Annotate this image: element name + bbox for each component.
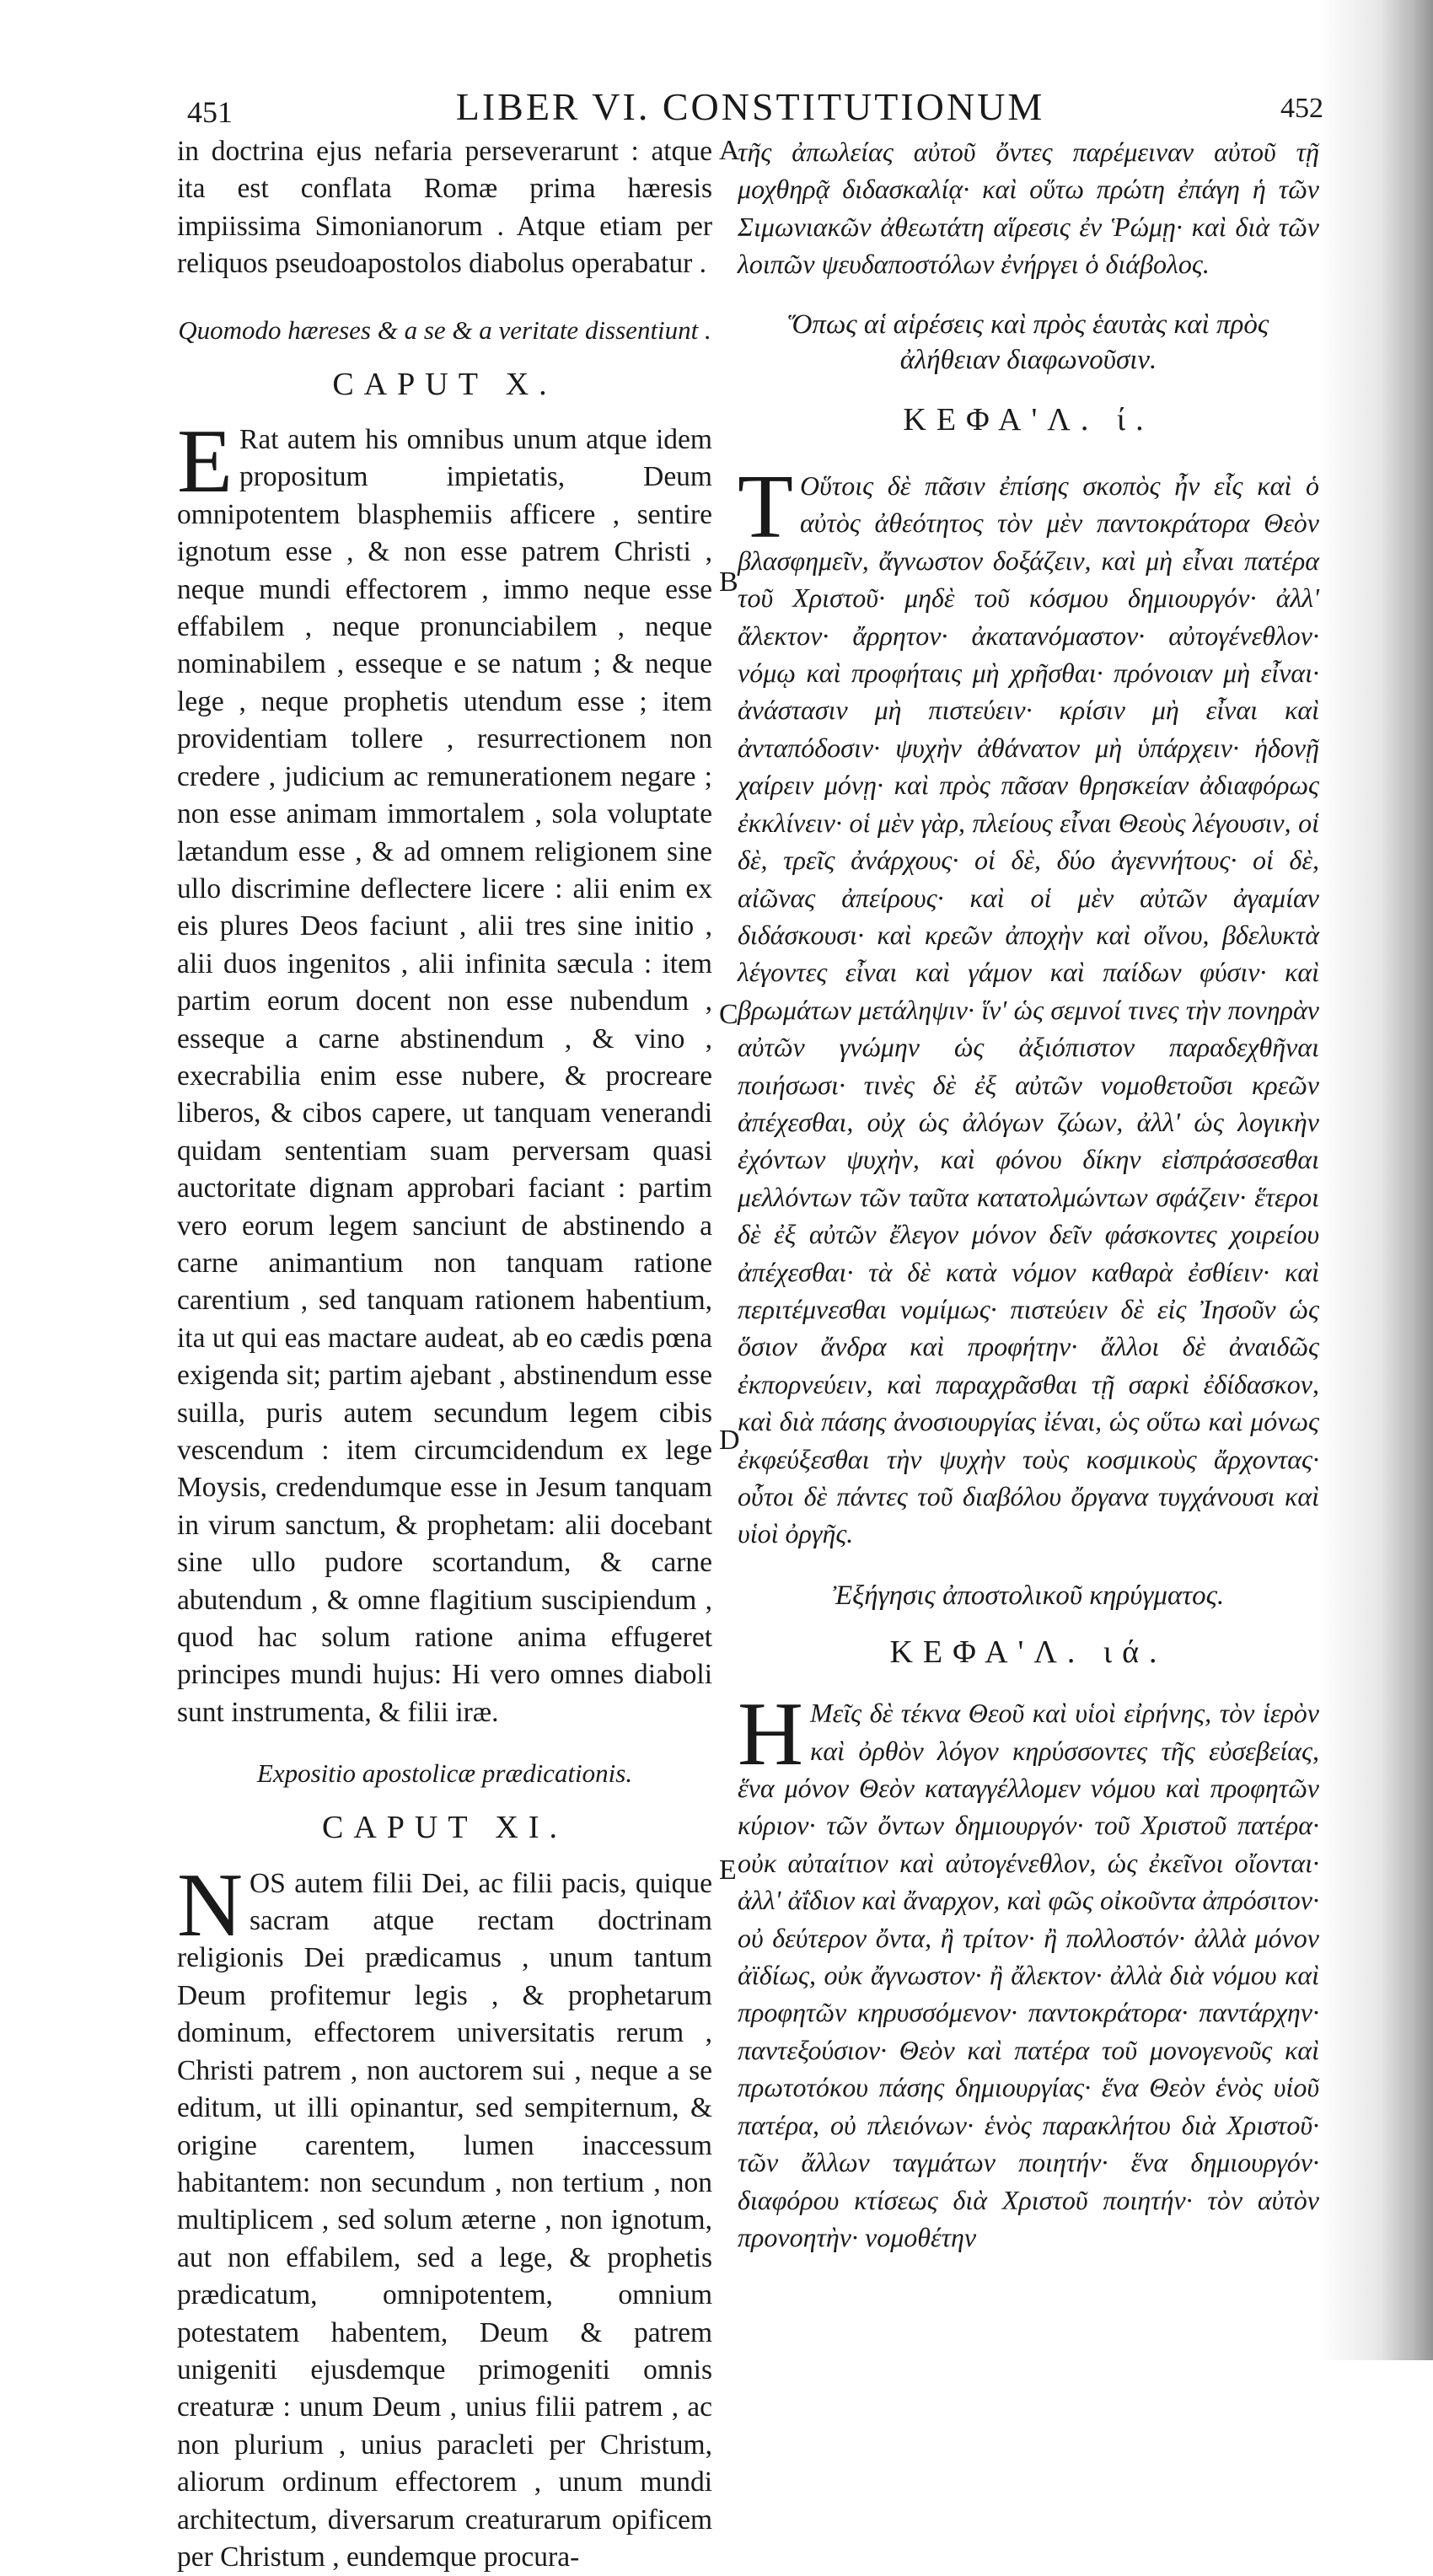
greek-chapter-x: ΚΕΦΑ'Λ. ί. (903, 401, 1154, 437)
greek-column (738, 133, 1319, 2256)
greek-intro: τῆς ἀπωλείας αὐτοῦ ὄντες παρέμειναν αὐτοῦ τῇ μοχθηρᾷ διδασκαλίᾳ· καὶ οὕτω πρώτη ἐπάγη ἡ τῶν Σιμωνιακῶν ἀθεωτάτη αἵρεσις ἐν Ῥώμῃ· καὶ διὰ τῶν λοιπῶν ψευδαποστόλων ἐνήργει ὁ διάβολος. (738, 137, 1319, 280)
latin-paragraph-xi-text: OS autem filii Dei, ac filii pacis, quique sacram atque rectam doctrinam religionis Dei prædicamus , unum tantum Deum profitemur legis , & prophetarum dominum, effectorem universitatis rerum , Christi patrem , non auctorem sui , neque a se editum, ut illi opinantur, sed sempiternum, & origine carentem, lumen inaccessum habitantem: non secundum , non tertium , non multiplicem , sed solum æterne , non ignotum, aut non effabilem, sed a lege, & prophetis prædicatum, omnipotentem, omnium potestatem habentem, Deum & patrem unigeniti ejusdemque primogeniti omnis creaturæ : unum Deum , unius filii patrem , ac non plurium , unius paracleti per Christum, aliorum ordinum effectorem , unum mundi architectum, diversarum creaturarum opificem per Christum , eundemque procura- (177, 1867, 712, 2573)
latin-drop-cap-xi: N (177, 1854, 243, 1956)
latin-paragraph-xi (177, 1854, 712, 2576)
margin-letter-e: E (719, 1854, 737, 1886)
greek-drop-cap-xi: Η (738, 1684, 803, 1785)
book-title: LIBER VI. CONSTITUTIONUM (455, 85, 1045, 128)
running-head (177, 84, 1323, 135)
greek-chapter-xi: ΚΕΦΑ'Λ. ιά. (889, 1634, 1167, 1670)
latin-heading-xi: Expositio apostolicæ prædicationis. (256, 1758, 633, 1789)
greek-heading-x: Ὅπως αἱ αἱρέσεις καὶ πρὸς ἑαυτὰς καὶ πρὸς ἀλήθειαν διαφωνοῦσιν. (787, 309, 1269, 375)
greek-drop-cap-x: Τ (738, 457, 793, 558)
page-binding-shadow (1382, 0, 1433, 2360)
page-number-left: 451 (187, 95, 233, 129)
page-number-right: 452 (1280, 93, 1323, 124)
greek-paragraph-xi-text: Μεῖς δὲ τέκνα Θεοῦ καὶ υἱοὶ εἰρήνης, τὸν ἱερὸν καὶ ὀρθὸν λόγον κηρύσσοντες τῆς εὐσεβείας, ἕνα μόνον Θεὸν καταγγέλλομεν νόμου καὶ προφητῶν κύριον· τῶν ὄντων δημιουργόν· τοῦ Χριστοῦ πατέρα· οὐκ αὐταίτιον καὶ αὐτογένεθλον, ὡς ἐκεῖνοι οἴονται· ἀλλ' ἀΐδιον καὶ ἄναρχον, καὶ φῶς οἰκοῦντα ἀπρόσιτον· οὐ δεύτερον ὄντα, ἢ τρίτον· ἢ πολλοστόν· ἀλλὰ μόνον ἀϊδίως, οὐκ ἄγνωστον· ἢ ἄλεκτον· ἀλλὰ διὰ νόμου καὶ προφητῶν κηρυσσόμενον· παντοκράτορα· παντάρχην· παντεξούσιον· Θεὸν καὶ πατέρα τοῦ μονογενοῦς καὶ πρωτοτόκου πάσης δημιουργίας· ἕνα Θεὸν ἑνὸς υἱοῦ πατέρα, οὐ πλειόνων· ἑνὸς παρακλήτου διὰ Χριστοῦ· τῶν ἄλλων ταγμάτων ποιητήν· ἕνα δημιουργόν· διαφόρου κτίσεως διὰ Χριστοῦ ποιητήν· τὸν αὐτὸν προνοητὴν· νομοθέτην (738, 1698, 1319, 2252)
latin-drop-cap-x: E (177, 411, 233, 513)
latin-chapter-x: CAPUT X. (332, 366, 557, 402)
latin-intro: in doctrina ejus nefaria perseverarunt : atque ita est conflata Romæ prima hæresis impiissima Simonianorum . Atque etiam per reliquos pseudoapostolos diabolus operabatur . (177, 136, 712, 280)
latin-chapter-xi: CAPUT XI. (322, 1810, 567, 1846)
greek-paragraph-x (738, 457, 1319, 1553)
latin-paragraph-x-text: Rat autem his omnibus unum atque idem propositum impietatis, Deum omnipotentem blasphemiis afficere , sentire ignotum esse , & non esse patrem Christi , neque mundi effectorem , immo neque esse effabilem , neque pronunciabilem , neque nominabilem , esseque e se natum ; & neque lege , neque prophetis utendum esse ; item providentiam tollere , resurrectionem non credere , judicium ac remunerationem negare ; non esse animam immortalem , sola voluptate lætandum esse , & ad omnem religionem sine ullo discrimine deflectere licere : alii enim ex eis plures Deos faciunt , alii tres sine initio , alii duos ingenitos , alii infinita sæcula : item partim eorum docent non esse nubendum , esseque a carne abstinendum , & vino , execrabilia enim esse nubere, & procreare liberos, & cibos capere, ut tanquam venerandi quidam sententiam suam perversam quasi auctoritate dignam approbari faciant : partim vero eorum legem sanciunt de abstinendo a carne animantium non tanquam ratione carentium , sed tanquam rationem habentium, ita ut qui eas mactare audeat, ab eo cædis pœna exigenda sit; partim ajebant , abstinendum esse suilla, puris autem secundum legem cibis vescendum : item circumcidendum ex lege Moysis, credendumque esse in Jesum tanquam in virum sanctum, & prophetam: alii docebant sine ullo pudore scortandum, & carne abutendum , & omne flagitium suscipiendum , quod hac solum ratione anima effugeret principes mundi hujus: Hi vero omnes diaboli sunt instrumenta, & filii iræ. (177, 424, 712, 1728)
margin-letter-b: B (719, 566, 738, 598)
greek-paragraph-xi (738, 1684, 1319, 2256)
latin-paragraph-x (177, 411, 712, 1731)
latin-heading-x: Quomodo hæreses & a se & a veritate dissentiunt . (178, 314, 711, 345)
latin-column (177, 133, 712, 2576)
margin-letter-c: C (719, 999, 738, 1030)
margin-letter-a: A (719, 135, 740, 166)
margin-letter-d: D (719, 1425, 740, 1456)
greek-heading-xi: Ἐξήγησις ἀποστολικοῦ κηρύγματος. (832, 1580, 1225, 1611)
greek-paragraph-x-text: Οὕτοις δὲ πᾶσιν ἐπίσης σκοπὸς ἦν εἷς καὶ ὁ αὐτὸς ἀθεότητος τὸν μὲν παντοκράτορα Θεὸν βλασφημεῖν, ἄγνωστον δοξάζειν, καὶ μὴ εἶναι πατέρα τοῦ Χριστοῦ· μηδὲ τοῦ κόσμου δημιουργόν· ἀλλ' ἄλεκτον· ἄρρητον· ἀκατανόμαστον· αὐτογένεθλον· νόμῳ καὶ προφήταις μὴ χρῆσθαι· πρόνοιαν μὴ εἶναι· ἀνάστασιν μὴ πιστεύειν· κρίσιν μὴ εἶναι καὶ ἀνταπόδοσιν· ψυχὴν ἀθάνατον μὴ ὑπάρχειν· ἡδονῇ χαίρειν μόνῃ· καὶ πρὸς πᾶσαν θρησκείαν ἀδιαφόρως ἐκκλίνειν· οἱ μὲν γὰρ, πλείους εἶναι Θεοὺς λέγουσιν, οἱ δὲ, τρεῖς ἀνάρχους· οἱ δὲ, δύο ἀγεννήτους· οἱ δὲ, αἰῶνας ἀπείρους· καὶ οἱ μὲν αὐτῶν ἀγαμίαν διδάσκουσι· καὶ κρεῶν ἀποχὴν καὶ οἴνου, βδελυκτὰ λέγοντες εἶναι καὶ γάμον καὶ παίδων φύσιν· καὶ βρωμάτων μετάληψιν· ἵν' ὡς σεμνοί τινες τὴν πονηρὰν αὐτῶν γνώμην ὡς ἀξιόπιστον παραδεχθῆναι ποιήσωσι· τινὲς δὲ ἐξ αὐτῶν νομοθετοῦσι κρεῶν ἀπέχεσθαι, οὐχ ὡς ἀλόγων ζώων, ἀλλ' ὡς λογικὴν ἐχόντων ψυχὴν, καὶ φόνου δίκην εἰσπράσσεσθαι μελλόντων τῶν ταῦτα κατατολμώντων σφάζειν· ἕτεροι δὲ ἐξ αὐτῶν ἔλεγον μόνον δεῖν φάσκοντες χοιρείου ἀπέχεσθαι· τὰ δὲ κατὰ νόμον καθαρὰ ἐσθίειν· καὶ περιτέμνεσθαι νομίμως· πιστεύειν δὲ εἰς Ἰησοῦν ὡς ὅσιον ἄνδρα καὶ προφήτην· ἄλλοι δὲ ἀναιδῶς ἐκπορνεύειν, καὶ παραχρᾶσθαι τῇ σαρκὶ ἐδίδασκον, καὶ διὰ πάσης ἀνοσιουργίας ἰέναι, ὡς οὕτω καὶ μόνως ἐκφεύξεσθαι τὴν ψυχὴν τοὺς κοσμικοὺς ἄρχοντας· οὗτοι δὲ πάντες τοῦ διαβόλου ὄργανα τυγχάνουσι καὶ υἱοὶ ὀργῆς. (738, 470, 1319, 1549)
